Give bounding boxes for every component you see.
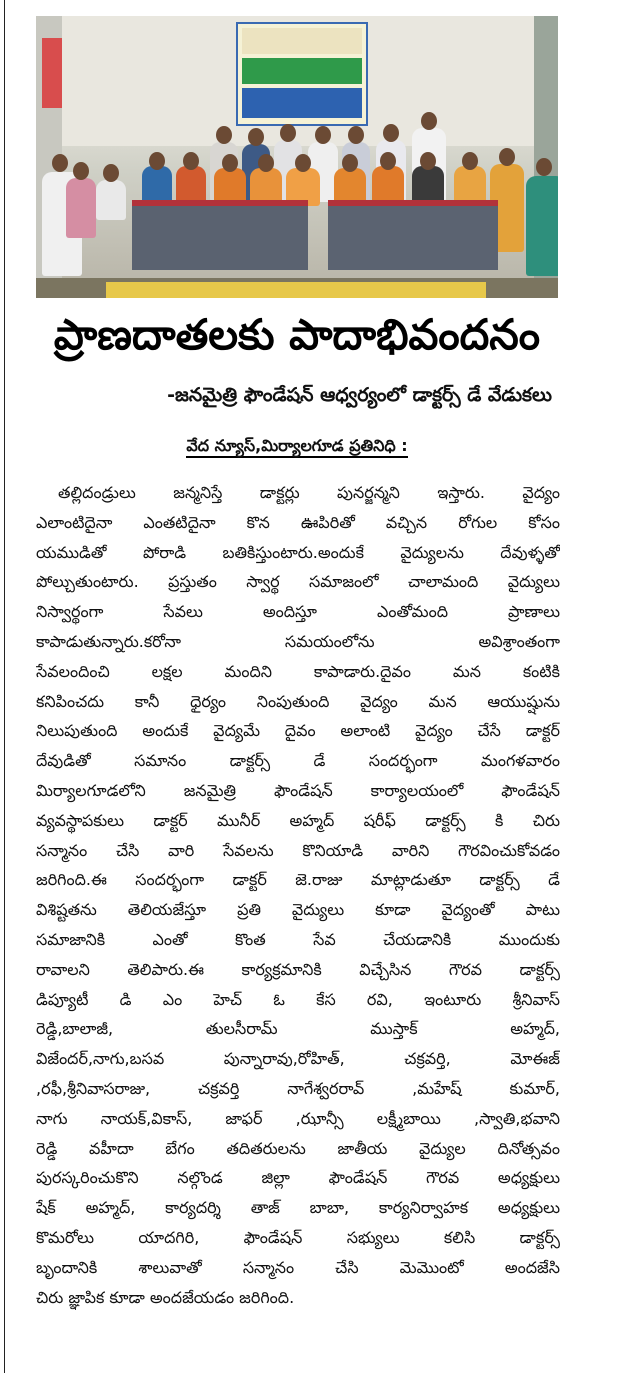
article-subheadline: -జనమైత్రి ఫౌండేషన్ ఆధ్వర్యంలో డాక్టర్స్ డే వేడుకలు	[167, 384, 552, 406]
article-body-line: పోల్చుతుంటారు. ప్రస్తుతం స్వార్థ సమాజంలో చాలామంది వైద్యులు	[36, 572, 560, 592]
photo-person-head	[315, 126, 331, 144]
photo-person-head	[103, 164, 119, 182]
article-body-line: పురస్కరించుకొని నల్గొండ జిల్లా ఫౌండేషన్ గౌరవ అధ్యక్షులు	[36, 1168, 560, 1188]
photo-person-head	[222, 154, 238, 172]
article-body-line: ,రఫీ,శ్రీనివాసరాజు, చక్రవర్తి నాగేశ్వరరావ్ ,మహేష్ కుమార్,	[36, 1078, 560, 1098]
photo-person-head	[536, 158, 552, 176]
article-body-line: చిరు జ్ఞాపిక కూడా అందజేయడం జరిగింది.	[36, 1287, 295, 1307]
photo-person-head	[280, 124, 296, 142]
article-byline	[36, 433, 558, 459]
photo-person-head	[183, 152, 199, 170]
article-body-line: రెడ్డి వహీదా బేగం తదితరులను జాతీయ వైద్యుల దినోత్సవం	[36, 1138, 560, 1158]
photo-person-head	[420, 152, 436, 170]
article-body-line: ఎలాంటిదైనా ఎంతటిదైనా కొన ఊపిరితో వచ్చిన రోగుల కోసం	[36, 512, 560, 532]
photo-person-head	[380, 152, 396, 170]
article-body-line: నిలుపుతుంది అందుకే వైద్యమే దైవం అలాంటి వైద్యం చేసే డాక్టర్	[36, 721, 560, 741]
photo-person-head	[258, 154, 274, 172]
photo-person-head	[342, 154, 358, 172]
article-body-line: నిస్వార్థంగా సేవలు అందిస్తూ ఎంతోమంది ప్రాణాలు	[36, 602, 560, 622]
article-body-line: తల్లిదండ్రులు జన్మనిస్తే డాక్టర్లు పునర్జన్మని ఇస్తారు. వైద్యం	[58, 483, 560, 502]
article-body-line: మిర్యాలగూడలోని జనమైత్రి ఫౌండేషన్ కార్యాలయంలో ఫౌండేషన్	[36, 780, 560, 800]
page-left-border	[4, 0, 5, 1373]
photo-person-head	[149, 152, 165, 170]
photo-person-head	[348, 126, 364, 144]
photo-person	[96, 180, 126, 220]
photo-person-head	[462, 152, 478, 170]
article-body-line: విజేందర్,నాగు,బసవ పున్నారావు,రోహిత్, చక్రవర్తి, మోఈజ్	[36, 1049, 560, 1069]
photo-wall-sign	[42, 38, 62, 108]
article-body-line: దేవుడితో సమానం డాక్టర్స్ డే సందర్భంగా మంగళవారం	[36, 751, 560, 771]
article-body-line: రెడ్డి,బాలాజీ, తులసీరామ్ ముస్తాక్ అహ్మద్,	[36, 1019, 560, 1039]
photo-person-head	[248, 128, 264, 146]
article-body-line: నాగు నాయక్,వికాస్, జాఫర్ ,ఝాన్సీ లక్ష్మీబాయి ,స్వాతి,భవాని	[36, 1108, 560, 1128]
article-body-line: జరిగింది.ఈ సందర్భంగా డాక్టర్ జె.రాజు మాట్లాడుతూ డాక్టర్స్ డే	[36, 870, 560, 890]
article-body-line: డిప్యూటీ డి ఎం హెచ్ ఓ కేస రవి, ఇంటూరు శ్రీనివాస్	[36, 989, 560, 1009]
article-body-line: యముడితో పోరాడి బతికిస్తుంటారు.అందుకే వైద్యులను దేవుళ్ళతో	[36, 542, 560, 562]
article-body-line: రావాలని తెలిపారు.ఈ కార్యక్రమానికి విచ్చేసిన గౌరవ డాక్టర్స్	[36, 959, 560, 979]
photo-person-head	[499, 148, 515, 166]
banner-band-top	[242, 28, 362, 54]
article-byline-text: వేద న్యూస్,మిర్యాలగూడ ప్రతినిధి :	[186, 436, 407, 458]
banner-band-bottom	[242, 88, 362, 118]
article-body-line: షేక్ అహ్మద్, కార్యదర్శి తాజ్ బాబా, కార్యనిర్వాహక అధ్యక్షులు	[36, 1198, 560, 1218]
photo-person-head	[295, 154, 311, 172]
article-body-line: సన్మానం చేసి వారి సేవలను కొనియాడి వారిని గౌరవించుకోవడం	[36, 840, 560, 860]
article-body-line: కనిపించదు కానీ ధైర్యం నింపుతుంది వైద్యం మన ఆయుష్షును	[36, 691, 560, 711]
article-body-line: విశిష్టతను తెలియజేస్తూ ప్రతి వైద్యులు కూడా వైద్యంతో పాటు	[36, 900, 560, 920]
photo-person-head	[52, 154, 68, 172]
photo-person-head	[383, 124, 399, 142]
photo-person-head	[421, 112, 437, 130]
photo-table-left	[132, 206, 308, 270]
event-photo	[36, 16, 558, 298]
article-body-line: కాపాడుతున్నారు.కరోనా సమయంలోను అవిశ్రాంతంగా	[36, 631, 560, 651]
photo-table-right	[328, 206, 498, 270]
article-body	[36, 478, 560, 1312]
banner-band-middle	[242, 58, 362, 84]
photo-welcome-banner	[236, 22, 368, 126]
photo-yellow-mat	[106, 282, 486, 298]
article-body-line: సేవలందించి లక్షల మందిని కాపాడారు.దైవం మన కంటికి	[36, 661, 560, 681]
photo-person	[526, 176, 558, 276]
photo-person-head	[216, 126, 232, 144]
article-body-line: బృందానికి శాలువాతో సన్మానం చేసి మెమొంటో అందజేసి	[36, 1257, 560, 1277]
article-body-line: వ్యవస్థాపకులు డాక్టర్ మునీర్ అహ్మద్ షరీఫ్ డాక్టర్స్ కి చిరు	[36, 810, 560, 830]
photo-person	[66, 178, 96, 238]
article-body-line: కొమరోలు యాదగిరి, ఫౌండేషన్ సభ్యులు కలిసి డాక్టర్స్	[36, 1227, 560, 1247]
article-headline: ప్రాణదాతలకు పాదాభివందనం	[53, 310, 541, 359]
article-body-line: సమాజానికి ఎంతో కొంత సేవ చేయడానికి ముందుకు	[36, 929, 560, 949]
photo-person-head	[73, 162, 89, 180]
